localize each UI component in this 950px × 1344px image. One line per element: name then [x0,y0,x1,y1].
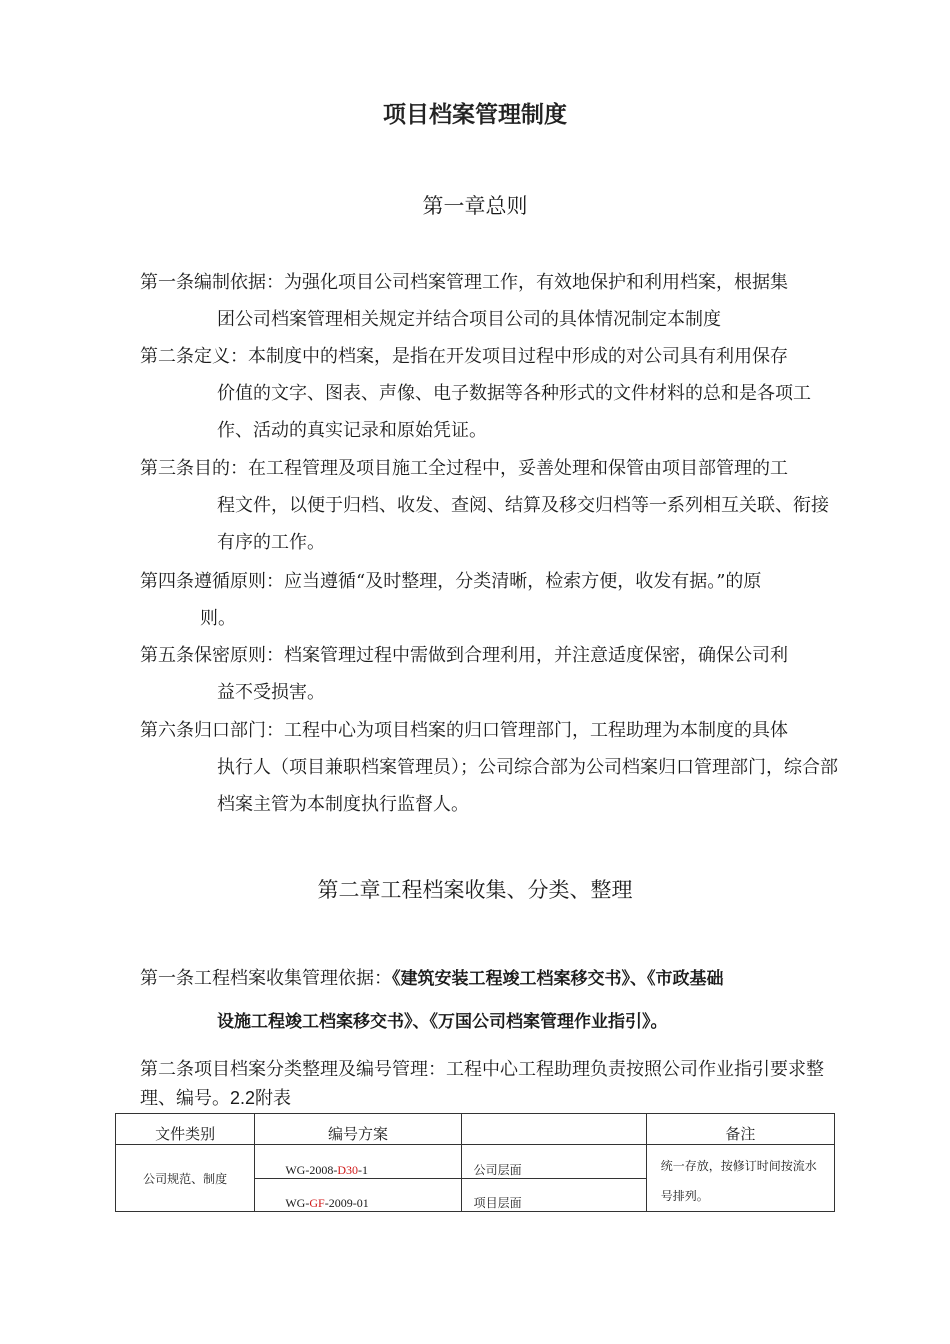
article-1-1 [140,264,840,338]
article-first-line: 第五条保密原则：档案管理过程中需做到合理利用，并注意适度保密，确保公司利 [140,645,788,666]
code-highlight: GF [309,1196,325,1210]
chapter-1-heading: 第一章总则 [422,194,528,218]
article-first-line [140,960,840,998]
article-continuation: 执行人（项目兼职档案管理员）；公司综合部为公司档案归口管理部门，综合部档案主管为本制度执行监督人。 [217,757,838,815]
article-first-line: 第三条目的：在工程管理及项目施工全过程中，妥善处理和保管由项目部管理的工 [140,458,788,479]
header-category: 文件类别 [116,1114,255,1145]
table-row [116,1145,835,1179]
article-continuation: 团公司档案管理相关规定并结合项目公司的具体情况制定本制度 [217,309,721,330]
article-continuation: 设施工程竣工档案移交书》、《万国公司档案管理作业指引》。 [217,1012,668,1032]
article-first-line: 第一条编制依据：为强化项目公司档案管理工作，有效地保护和利用档案，根据集 [140,272,788,293]
article-continuation: 程文件，以便于归档、收发、查阅、结算及移交归档等一系列相互关联、衔接有序的工作。 [217,495,829,553]
header-remarks: 备注 [646,1114,834,1145]
article-first-line: 第四条遵循原则：应当遵循“及时整理，分类清晰，检索方便，收发有据。”的原 [140,571,762,592]
article-prefix: 第一条工程档案收集管理依据： [140,968,392,989]
article-text: 第二条项目档案分类整理及编号管理：工程中心工程助理负责按照公司作业指引要求整理、编号。 [140,1059,824,1109]
code-suffix: -2009-01 [324,1196,369,1210]
level-cell: 公司层面 [461,1145,646,1179]
code-cell [255,1178,461,1212]
article-continuation: 则。 [200,608,236,629]
reference-titles: 《建筑安装工程竣工档案移交书》、《市政基础 [392,969,724,989]
article-first-line: 第二条定义：本制度中的档案，是指在开发项目过程中形成的对公司具有利用保存 [140,346,788,367]
code-suffix: -1 [358,1162,369,1177]
article-continuation: 价值的文字、图表、声像、电子数据等各种形式的文件材料的总和是各项工作、活动的真实记录和原始凭证。 [217,383,811,441]
article-continuation: 益不受损害。 [217,682,325,703]
code-cell [255,1145,461,1179]
article-1-2 [140,338,840,449]
numbering-table [115,1113,835,1212]
header-blank [461,1114,646,1145]
document-title: 项目档案管理制度 [383,102,567,128]
remarks-cell: 统一存放，按修订时间按流水号排列。 [646,1145,834,1212]
attachment-label: 附表 [255,1088,292,1109]
article-1-4 [140,563,840,637]
level-cell: 项目层面 [461,1178,646,1212]
section-number: 2.2 [230,1088,256,1108]
code-highlight: D30 [337,1162,359,1177]
header-numbering: 编号方案 [255,1114,461,1145]
code-prefix: WG- [285,1196,310,1210]
article-first-line: 第六条归口部门：工程中心为项目档案的归口管理部门，工程助理为本制度的具体 [140,720,788,741]
article-1-5 [140,637,840,711]
article-1-6 [140,712,840,823]
article-2-2 [140,1056,840,1113]
chapter-2-heading: 第二章工程档案收集、分类、整理 [317,878,633,902]
article-2-1 [140,960,840,1046]
article-1-3 [140,450,840,561]
code-prefix: WG-2008- [285,1162,338,1177]
table-header-row [116,1114,835,1145]
category-cell: 公司规范、制度 [116,1145,255,1212]
